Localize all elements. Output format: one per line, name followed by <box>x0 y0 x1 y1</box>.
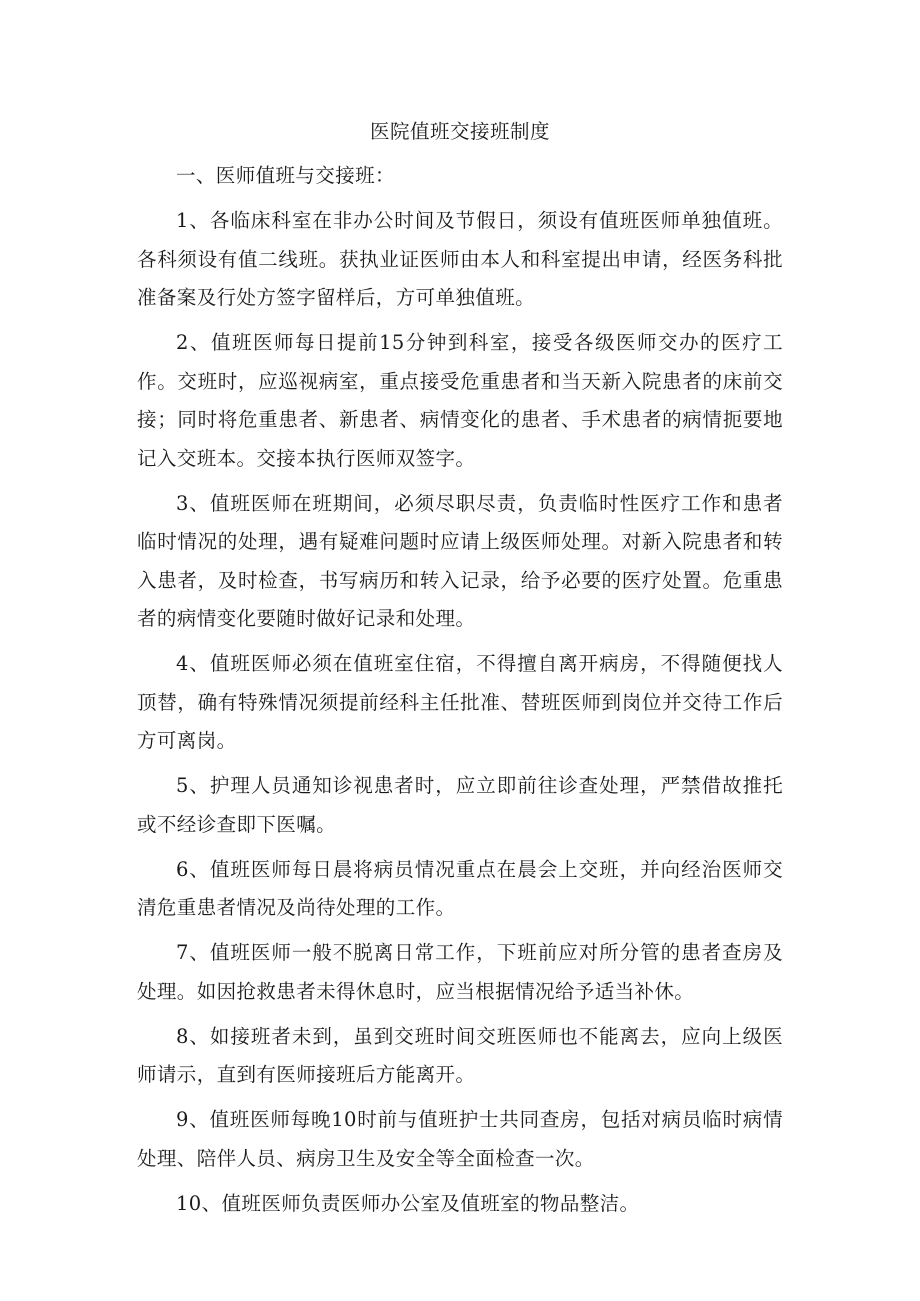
document-body <box>137 113 783 1230</box>
document-title: 医院值班交接班制度 <box>369 120 550 143</box>
rule-paragraph-6: 6、值班医师每日晨将病员情况重点在晨会上交班，并向经治医师交清危重患者情况及尚待处理的工作。 <box>137 857 783 919</box>
rule-paragraph-8: 8、如接班者未到，虽到交班时间交班医师也不能离去，应向上级医师请示，直到有医师接班后方能离开。 <box>137 1024 783 1086</box>
rule-paragraph-10: 10、值班医师负责医师办公室及值班室的物品整洁。 <box>176 1191 640 1215</box>
rule-paragraph-2: 2、值班医师每日提前15分钟到科室，接受各级医师交办的医疗工作。交班时，应巡视病室，重点接受危重患者和当天新入院患者的床前交接；同时将危重患者、新患者、病情变化的患者、手术患者的病情扼要地记入交班本。交接本执行医师双签字。 <box>137 331 783 470</box>
rule-paragraph-4: 4、值班医师必须在值班室住宿，不得擅自离开病房，不得随便找人顶替，确有特殊情况须提前经科主任批准、替班医师到岗位并交待工作后方可离岗。 <box>137 652 783 752</box>
rule-paragraph-9: 9、值班医师每晚10时前与值班护士共同查房，包括对病员临时病情处理、陪伴人员、病房卫生及安全等全面检查一次。 <box>137 1108 783 1170</box>
rule-paragraph-3: 3、值班医师在班期间，必须尽职尽责，负责临时性医疗工作和患者临时情况的处理，遇有疑难问题时应请上级医师处理。对新入院患者和转入患者，及时检查，书写病历和转入记录，给予必要的医疗处置。危重患者的病情变化要随时做好记录和处理。 <box>137 491 783 630</box>
rule-paragraph-5: 5、护理人员通知诊视患者时，应立即前往诊查处理，严禁借故推托或不经诊查即下医嘱。 <box>137 774 783 836</box>
rule-paragraph-1: 1、各临床科室在非办公时间及节假日，须设有值班医师单独值班。各科须设有值二线班。获执业证医师由本人和科室提出申请，经医务科批准备案及行处方签字留样后，方可单独值班。 <box>137 209 783 309</box>
rule-paragraph-7: 7、值班医师一般不脱离日常工作，下班前应对所分管的患者查房及处理。如因抢救患者未得休息时，应当根据情况给予适当补休。 <box>137 941 783 1003</box>
section-heading: 一、医师值班与交接班： <box>176 164 395 187</box>
